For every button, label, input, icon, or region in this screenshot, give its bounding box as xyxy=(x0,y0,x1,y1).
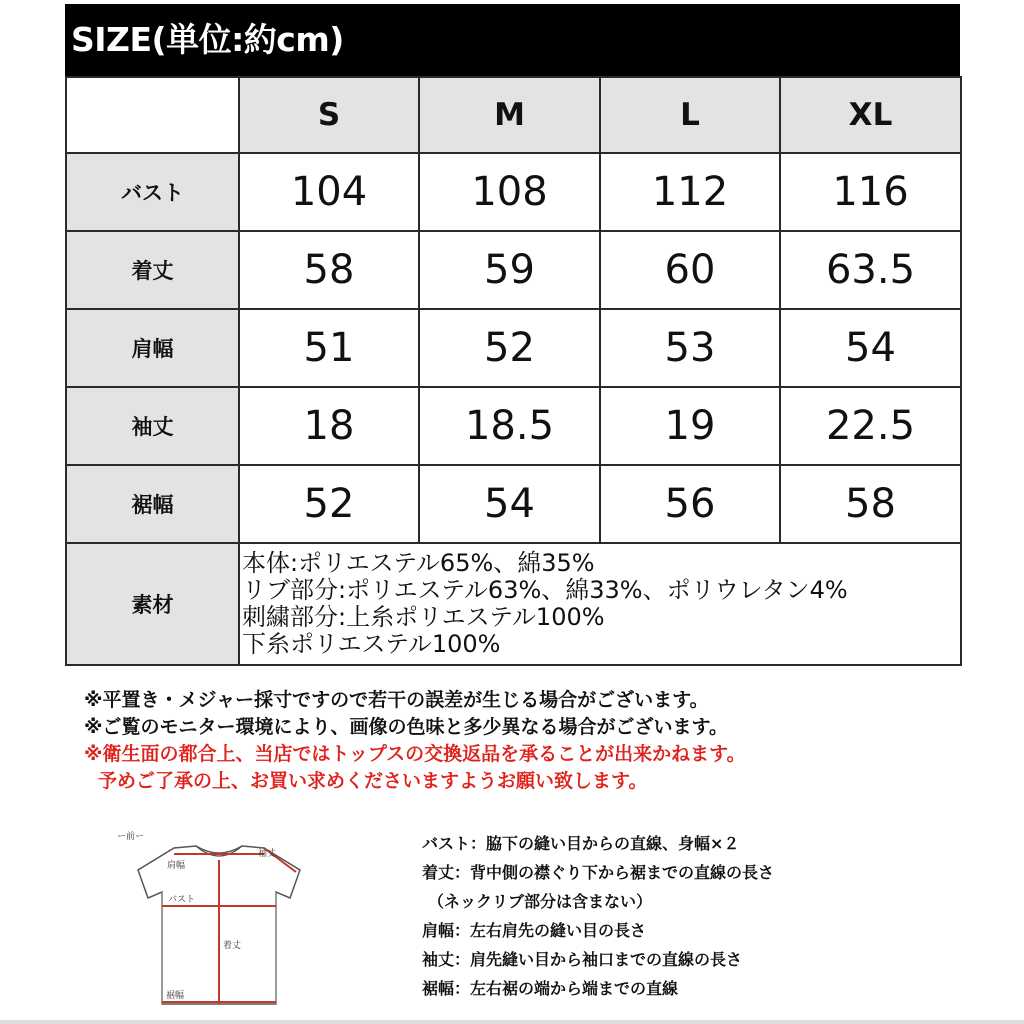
material-line: 下糸ポリエステル100% xyxy=(242,630,501,658)
table-cell: 18.5 xyxy=(419,387,600,465)
row-label: 袖丈 xyxy=(66,387,239,465)
table-cell: 56 xyxy=(600,465,780,543)
table-cell: 54 xyxy=(419,465,600,543)
row-label: 裾幅 xyxy=(66,465,239,543)
bust-label: バスト xyxy=(168,895,196,905)
warning-line: ※衛生面の都合上、当店ではトップスの交換返品を承ることが出来かねます。 xyxy=(84,743,746,765)
size-header-m: M xyxy=(419,77,600,153)
hem-label: 裾幅 xyxy=(166,991,185,1001)
size-header-s: S xyxy=(239,77,419,153)
material-line: 刺繍部分:上糸ポリエステル100% xyxy=(242,603,605,631)
definition-length-note: （ネックリブ部分は含まない） xyxy=(428,892,653,911)
note-line: ※ご覧のモニター環境により、画像の色味と多少異なる場合がございます。 xyxy=(84,716,728,738)
measurement-definitions xyxy=(422,829,774,1003)
size-header-xl: XL xyxy=(780,77,961,153)
row-label: 肩幅 xyxy=(66,309,239,387)
table-corner-cell xyxy=(66,77,239,153)
table-row-bust xyxy=(66,153,961,231)
definition-sleeve: 袖丈：肩先縫い目から袖口までの直線の長さ xyxy=(422,950,743,969)
size-chart-title: SIZE(単位:約cm) xyxy=(65,4,960,76)
table-cell: 58 xyxy=(780,465,961,543)
table-cell: 18 xyxy=(239,387,419,465)
sleeve-label: 袖丈 xyxy=(258,849,277,859)
table-cell: 104 xyxy=(239,153,419,231)
table-cell: 52 xyxy=(419,309,600,387)
table-row-hem xyxy=(66,465,961,543)
definition-bust: バスト：脇下の縫い目からの直線、身幅×２ xyxy=(422,834,740,853)
definition-hem: 裾幅：左右裾の端から端までの直線 xyxy=(422,979,679,998)
warning-line: 予めご了承の上、お買い求めくださいますようお願い致します。 xyxy=(98,770,648,792)
shoulder-label: 肩幅 xyxy=(167,861,186,871)
table-cell: 54 xyxy=(780,309,961,387)
tshirt-measurement-diagram xyxy=(92,826,352,1016)
table-cell: 19 xyxy=(600,387,780,465)
table-cell: 51 xyxy=(239,309,419,387)
table-cell: 116 xyxy=(780,153,961,231)
table-cell: 52 xyxy=(239,465,419,543)
table-cell: 22.5 xyxy=(780,387,961,465)
note-line: ※平置き・メジャー採寸ですので若干の誤差が生じる場合がございます。 xyxy=(84,689,709,711)
size-header-l: L xyxy=(600,77,780,153)
diagram-front-label: ー前ー xyxy=(117,832,145,842)
definition-shoulder: 肩幅：左右肩先の縫い目の長さ xyxy=(422,921,647,940)
row-label: 素材 xyxy=(66,543,239,665)
table-cell: 63.5 xyxy=(780,231,961,309)
table-row-material xyxy=(66,543,961,665)
table-cell: 108 xyxy=(419,153,600,231)
table-header-row xyxy=(66,77,961,153)
material-line: リブ部分:ポリエステル63%、綿33%、ポリウレタン4% xyxy=(242,576,848,604)
table-cell: 112 xyxy=(600,153,780,231)
size-table xyxy=(65,76,962,666)
bottom-divider xyxy=(0,1020,1024,1024)
definition-length: 着丈：背中側の襟ぐり下から裾までの直線の長さ xyxy=(422,863,775,882)
table-cell: 53 xyxy=(600,309,780,387)
table-row-sleeve xyxy=(66,387,961,465)
material-description xyxy=(239,543,961,665)
table-cell: 58 xyxy=(239,231,419,309)
table-cell: 59 xyxy=(419,231,600,309)
table-cell: 60 xyxy=(600,231,780,309)
row-label: 着丈 xyxy=(66,231,239,309)
table-row-shoulder xyxy=(66,309,961,387)
table-row-length xyxy=(66,231,961,309)
row-label: バスト xyxy=(66,153,239,231)
material-line: 本体:ポリエステル65%、綿35% xyxy=(242,549,595,577)
length-label: 着丈 xyxy=(223,941,242,951)
notes-block xyxy=(84,687,746,795)
